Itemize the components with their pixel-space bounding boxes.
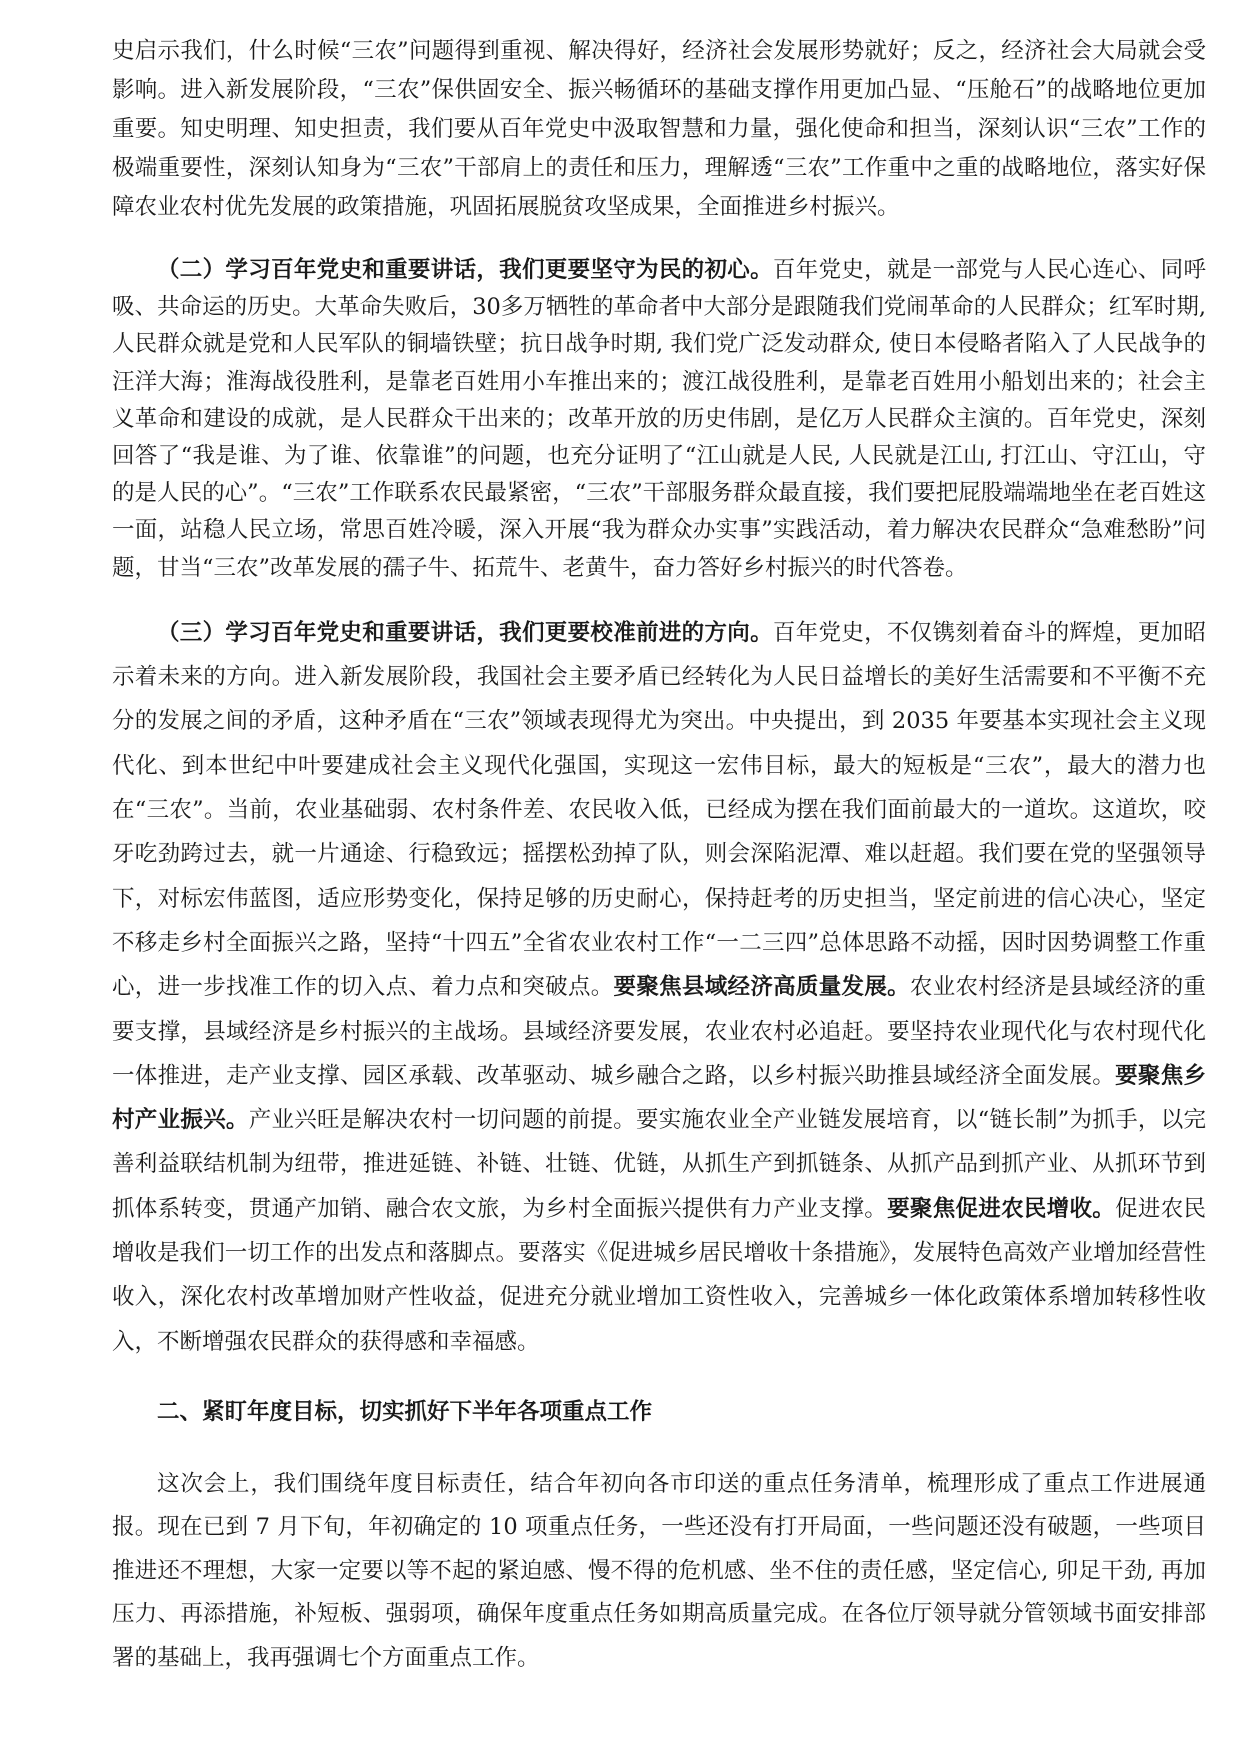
paragraph-text: 促进农民增收是我们一切工作的出发点和落脚点。要落实《促进城乡居民增收十条措施》，发展特色高效产业增加经营性收入，深化农村改革增加财产性收益，促进充分就业增加工资性收入，完善城乡一体化政策体系增加转移性收入，不断增强农民群众的获得感和幸福感。 <box>112 1195 1206 1355</box>
chapter-heading-2: 二、紧盯年度目标，切实抓好下半年各项重点工作 <box>157 1398 653 1425</box>
paragraph-calibrate-direction <box>112 611 1206 1364</box>
paragraph-text: 农业农村经济是县域经济的重要支撑，县域经济是乡村振兴的主战场。县域经济要发展，农业农村必追赶。要坚持农业现代化与农村现代化一体推进，走产业支撑、园区承载、改革驱动、城乡融合之路，以乡村振兴助推县域经济全面发展。 <box>112 974 1206 1089</box>
focus-county-economy: 要聚焦县域经济高质量发展。 <box>613 974 910 1001</box>
paragraph-text: 这次会上，我们围绕年度目标责任，结合年初向各市印送的重点任务清单，梳理形成了重点工作进展通报。现在已到 7 月下旬，年初确定的 10 项重点任务，一些还没有打开局面，一些问题还没有破题，一些项目推进还不理想，大家一定要以等不起的紧迫感、慢不得的危机感、坐不住的责任感，坚定信心, 卯足干劲, 再加压力、再添措施，补短板、强弱项，确保年度重点任务如期高质量完成。在各位厅领导就分管领域书面安排部署的基础上，我再强调七个方面重点工作。 <box>112 1470 1206 1671</box>
focus-farmer-income: 要聚焦促进农民增收。 <box>887 1195 1116 1222</box>
paragraph-history-lesson <box>112 32 1206 227</box>
paragraph-text: 史启示我们，什么时候“三农”问题得到重视、解决得好，经济社会发展形势就好；反之，经济社会大局就会受影响。进入新发展阶段，“三农”保供固安全、振兴畅循环的基础支撑作用更加凸显、“压舱石”的战略地位更加重要。知史明理、知史担责，我们要从百年党史中汲取智慧和力量，强化使命和担当，深刻认识“三农”工作的极端重要性，深刻认知身为“三农”干部肩上的责任和压力，理解透“三农”工作重中之重的战略地位，落实好保障农业农村优先发展的政策措施，巩固拓展脱贫攻坚成果，全面推进乡村振兴。 <box>112 38 1206 220</box>
focus-rural-industry: 要聚焦乡村产业振兴。 <box>112 1062 1206 1134</box>
paragraph-serve-people <box>112 252 1206 587</box>
document-body <box>112 32 1206 1680</box>
paragraph-text: 百年党史，不仅镌刻着奋斗的辉煌，更加昭示着未来的方向。进入新发展阶段，我国社会主要矛盾已经转化为人民日益增长的美好生活需要和不平衡不充分的发展之间的矛盾，这种矛盾在“三农”领域表现得尤为突出。中央提出，到 2035 年要基本实现社会主义现代化、到本世纪中叶要建成社会主义现代化强国，实现这一宏伟目标，最大的短板是“三农”，最大的潜力也在“三农”。当前，农业基础弱、农村条件差、农民收入低，已经成为摆在我们面前最大的一道坎。这道坎，咬牙吃劲跨过去，就一片通途、行稳致远；摇摆松劲掉了队，则会深陷泥潭、难以赶超。我们要在党的坚强领导下，对标宏伟蓝图，适应形势变化，保持足够的历史耐心，保持赶考的历史担当，坚定前进的信心决心，坚定不移走乡村全面振兴之路，坚持“十四五”全省农业农村工作“一二三四”总体思路不动摇，因时因势调整工作重心，进一步找准工作的切入点、着力点和突破点。 <box>112 619 1206 1001</box>
section-heading-2: （二）学习百年党史和重要讲话，我们更要坚守为民的初心。 <box>157 257 773 283</box>
section-heading-3: （三）学习百年党史和重要讲话，我们更要校准前进的方向。 <box>157 619 773 646</box>
paragraph-text: 产业兴旺是解决农村一切问题的前提。要实施农业全产业链发展培育，以“链长制”为抓手，以完善利益联结机制为纽带，推进延链、补链、壮链、优链，从抓生产到抓链条、从抓产品到抓产业、从抓环节到抓体系转变，贯通产加销、融合农文旅，为乡村全面振兴提供有力产业支撑。 <box>112 1107 1206 1222</box>
paragraph-text: 百年党史，就是一部党与人民心连心、同呼吸、共命运的历史。大革命失败后，30多万牺牲的革命者中大部分是跟随我们党闹革命的人民群众；红军时期, 人民群众就是党和人民军队的铜墙铁壁；抗日战争时期, 我们党广泛发动群众, 使日本侵略者陷入了人民战争的汪洋大海；淮海战役胜利，是靠老百姓用小车推出来的；渡江战役胜利，是靠老百姓用小船划出来的；社会主义革命和建设的成就，是人民群众干出来的；改革开放的历史伟剧，是亿万人民群众主演的。百年党史，深刻回答了“我是谁、为了谁、依靠谁”的问题，也充分证明了“江山就是人民, 人民就是江山, 打江山、守江山，守的是人民的心”。“三农”工作联系农民最紧密，“三农”干部服务群众最直接，我们要把屁股端端地坐在老百姓这一面，站稳人民立场，常思百姓冷暖，深入开展“我为群众办实事”实践活动，着力解决农民群众“急难愁盼”问题，甘当“三农”改革发展的孺子牛、拓荒牛、老黄牛，奋力答好乡村振兴的时代答卷。 <box>112 257 1206 581</box>
paragraph-annual-goals <box>112 1463 1206 1681</box>
